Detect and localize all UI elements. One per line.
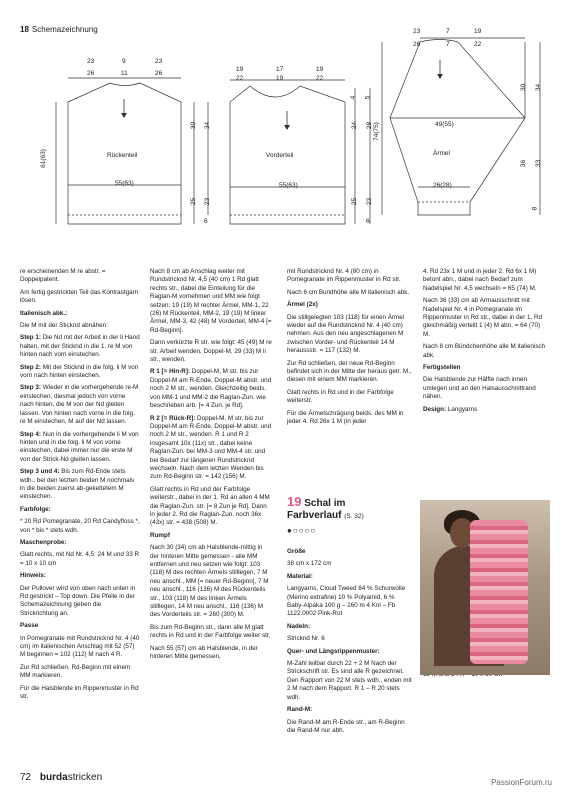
paragraph-text: Nach 8 cm Bündchenhöhe alle M italienisch abk. — [423, 343, 546, 359]
rueckenteil-label: Rückenteil — [107, 152, 138, 159]
a-top1a: 23 — [413, 28, 421, 35]
col3b-paragraph — [287, 648, 412, 656]
col3b-paragraph — [287, 660, 412, 702]
a-right3: 33 — [535, 159, 543, 168]
v-right2: 24 — [351, 121, 359, 130]
col3b-paragraph — [287, 623, 412, 631]
paragraph-text: Glatt rechts in Rd und in der Farbfolge weiterstr. — [287, 388, 394, 405]
paragraph-heading: Quer- und Längsrippenmuster: — [287, 647, 380, 655]
vorderteil-label: Vorderteil — [266, 152, 294, 159]
r-width: 55(63) — [115, 180, 134, 187]
paragraph-text: Die M mit der Sticknd abnähen: — [20, 322, 108, 330]
paragraph-text: Für die Halsblende im Rippenmuster in Rd str. — [20, 684, 139, 701]
paragraph-text: Nach 6 cm Bundhöhe alle M italienisch abk. — [287, 288, 410, 296]
paragraph-text: Stricknd Nr. 6 — [287, 635, 325, 643]
paragraph-text: Mit der Sticknd in die folg. li M von vorn nach hinten einstechen. — [20, 363, 139, 380]
v-top2c: 22 — [316, 75, 324, 82]
paragraph-text: M-Zahl teilbar durch 22 + 2 M Nach der Strickschrift str. Es sind alle R gezeichnet. Den Rapport von 22 M stets wdh., enden mit 2 M nach dem Rapport. R 1 – R 20 stets wdh. — [287, 660, 412, 701]
col3b-paragraph — [287, 719, 412, 736]
r-top1b: 9 — [122, 58, 126, 65]
col3b-paragraph — [287, 573, 412, 581]
paragraph-text: Bis zum Rd-Beginn str., dann alle M glatt rechts in Rd und in der Farbfolge weiter str. — [150, 623, 271, 640]
scarf-photo — [420, 500, 550, 675]
paragraph-text: Langyarns — [446, 405, 478, 413]
paragraph-text: Dann verkürzte R str. wie folgt: 45 (49) M re str. Arbeit wenden, Doppel-M, 29 (33) M li str., wenden. — [150, 339, 272, 364]
col2-paragraph — [150, 415, 272, 482]
v-top1c: 19 — [316, 66, 324, 73]
col1-paragraph — [20, 468, 140, 502]
watermark: PassionForum.ru — [491, 778, 552, 787]
v-top2b: 19 — [276, 75, 284, 82]
paragraph-text: mit Rundstricknd Nr. 4 (80 cm) in Pomegranate im Rippenmuster in Rd str. — [287, 268, 401, 284]
col3-paragraph — [287, 410, 412, 427]
r-top1c: 23 — [155, 58, 163, 65]
paragraph-heading: Farbfolge: — [20, 505, 51, 513]
col1-paragraph — [20, 539, 140, 547]
paragraph-heading: R 1 [= Hin-R]: — [150, 368, 191, 376]
footer — [20, 772, 102, 783]
text-column-2 — [150, 268, 272, 665]
v-right0: 4 — [349, 95, 357, 100]
col4-paragraph — [423, 406, 548, 414]
r-right4: 6 — [204, 218, 208, 225]
col1-paragraph — [20, 384, 140, 426]
col1-paragraph — [20, 551, 140, 568]
r-right2: 25 — [190, 197, 198, 206]
a-top2a: 26 — [413, 41, 421, 48]
a-right1: 34 — [535, 83, 543, 92]
r-top2b: 11 — [121, 70, 128, 77]
paragraph-text: Doppel-M, M str. bis zur Doppel-M am R-Ende, Doppel-M abstr. und noch 2 M str., wenden. Gleichzeitig beids. von MM-1 und MM-2 die Raglan-Zun. wie beschrieben arb. [= 4 Zun. je Rd]. — [150, 368, 272, 410]
col3-paragraph — [287, 289, 412, 297]
v-right3: 28 — [366, 121, 374, 130]
page-number: 72 — [20, 772, 32, 783]
paragraph-heading: Passe — [20, 622, 39, 630]
col1-paragraph — [20, 685, 140, 702]
paragraph-heading: Rand-M: — [287, 706, 313, 714]
r-top2c: 26 — [155, 70, 163, 77]
col1-paragraph — [20, 334, 140, 359]
brand-rest: stricken — [67, 772, 103, 783]
paragraph-text: Die Nd mit der Arbeit in der li Hand halten, mit der Sticknd in die 1. re M von hinten nach vorn einstechen. — [20, 334, 140, 359]
col3-paragraph — [287, 314, 412, 356]
col3-paragraph — [287, 389, 412, 406]
col1-paragraph — [20, 622, 140, 630]
v-top1a: 19 — [236, 66, 244, 73]
paragraph-heading: Fertigstellen — [423, 364, 461, 372]
paragraph-text: Am fertig gestrickten Teil das Kontrastgarn lösen. — [20, 288, 139, 305]
paragraph-text: Langyarns, Cloud Tweed 84 % Schurwolle (Merino extrafine) 10 % Polyamid, 6 % Baby-Alpaka 100 g – 260 m 4 Knl – Fb 1122.0002 Pink-Rot — [287, 585, 406, 618]
col3b-paragraph — [287, 706, 412, 714]
col2-paragraph — [150, 339, 272, 364]
r-top1a: 23 — [87, 58, 95, 65]
section-title-line2: Farbverlauf — [287, 510, 342, 521]
paragraph-text: Die Halsblende zur Hälfte nach innen umlegen und an den Halsausschnittrand nähen. — [423, 376, 536, 401]
text-column-4 — [423, 268, 548, 418]
col4-paragraph — [423, 376, 548, 401]
col1-paragraph — [20, 518, 140, 535]
paragraph-heading: Italienisch abk.: — [20, 309, 68, 317]
col2-paragraph — [150, 532, 272, 540]
a-right2: 36 — [520, 159, 528, 168]
a-side: 74(75) — [372, 122, 380, 141]
a-upper: 49(55) — [435, 121, 454, 128]
paragraph-text: Nach 8 cm ab Anschlag weiter mit Rundstricknd Nr. 4,5 (40 cm) 1 Rd glatt rechts str., dabei die Einteilung für die Raglan-M vornehmen und MM wie folgt setzen: 19 (19) M rechter Ärmel, MM-1, 22 (26) M Rückenteil, MM-2, 19 (19) M linker Ärmel, MM-3, 42 (48) M Vorderteil, MM-4 [= Rd-Beginn]. — [150, 268, 272, 334]
col3-paragraph — [287, 301, 412, 309]
paragraph-text: Nach 55 (57) cm ab Halsblende, in der hinteren Mitte gemessen, — [150, 644, 258, 661]
paragraph-text: In Pomegranate mit Rundstricknd Nr. 4 (40 cm) im italienischen Anschlag mit 52 (57) M beginnen = 102 (112) M nach 4 R. — [20, 634, 140, 659]
paragraph-heading: Step 1: — [20, 334, 41, 342]
paragraph-text: re erscheinenden M re abstr. = Doppelpatent. — [20, 268, 106, 284]
paragraph-heading: Step 2: — [20, 363, 41, 371]
r-right3: 23 — [204, 197, 212, 206]
paragraph-heading: R 2 [= Rück-R]: — [150, 414, 196, 422]
col2-paragraph — [150, 368, 272, 410]
v-width: 55(63) — [279, 182, 298, 189]
paragraph-text: Nach 36 (33) cm ab Armausschnitt mit Nadelspiel Nr. 4 in Pomegranate im Rippenmuster in Rd str., dabei in der 1. Rd gleichmäßig verteilt 1 (4) M abn. = 64 (70) M. — [423, 297, 543, 338]
a-top2c: 22 — [474, 41, 482, 48]
col2-paragraph — [150, 544, 272, 620]
aermel-label: Ärmel — [433, 150, 450, 157]
col1-paragraph — [20, 506, 140, 514]
col1-paragraph — [20, 322, 140, 330]
paragraph-text: * 20 Rd Pomegranate, 20 Rd Candyfloss *, von * bis * stets wdh. — [20, 518, 140, 534]
a-lower: 26(28) — [433, 182, 452, 189]
r-top2a: 26 — [87, 70, 95, 77]
a-right0: 30 — [520, 83, 528, 92]
paragraph-heading: Step 3: — [20, 384, 41, 392]
col4-paragraph — [423, 297, 548, 339]
paragraph-heading: Ärmel (2x) — [287, 301, 318, 309]
paragraph-text: 38 cm x 172 cm — [287, 560, 332, 568]
col1-paragraph — [20, 289, 140, 306]
v-top1b: 17 — [276, 66, 284, 73]
col3b-paragraph — [287, 635, 412, 643]
paragraph-text: 4. Rd 23x 1 M und in jeder 2. Rd 6x 1 M) betont abn., dabei nach Bedarf zum Nadelspiel Nr. 4,5 wechseln = 65 (74) M. — [423, 268, 537, 292]
paragraph-text: Nun in die vorhergehende li M von hinten und in die folg. li M von vorne einstechen, dabei immer nur die erste M von der Strick-Nd gleiten lassen. — [20, 430, 139, 463]
col3b-paragraph — [287, 548, 412, 556]
col3-paragraph — [287, 360, 412, 385]
col1-paragraph — [20, 268, 140, 285]
a-top1c: 19 — [474, 28, 482, 35]
a-top2b: 7 — [446, 41, 450, 48]
r-right0: 30 — [190, 121, 198, 130]
col2-paragraph — [150, 645, 272, 662]
paragraph-heading: Hinweis: — [20, 572, 46, 580]
section-19-title — [287, 496, 364, 523]
col3b-paragraph — [287, 560, 412, 568]
text-column-3 — [287, 268, 412, 431]
paragraph-text: Zur Rd schließen. Rd-Beginn mit einem MM markieren. — [20, 663, 131, 680]
scarf — [470, 520, 528, 664]
col1-paragraph — [20, 664, 140, 681]
col1-paragraph — [20, 635, 140, 660]
text-column-3-scarf — [287, 548, 412, 739]
v-right4: 25 — [351, 197, 359, 206]
text-column-1 — [20, 268, 140, 705]
paragraph-heading: Design: — [423, 405, 447, 413]
v-top2a: 22 — [236, 75, 244, 82]
paragraph-heading: Größe — [287, 548, 306, 555]
schema-labels — [0, 0, 566, 260]
col1-paragraph — [20, 585, 140, 619]
schema-title-text: Schemazeichnung — [31, 25, 98, 34]
r-right1: 34 — [204, 121, 212, 130]
paragraph-text: Nach 30 (34) cm ab Halsblende-mittig in der hinteren Mitte gemessen - alle MM entfernen und neu setzen wie folgt: 103 (118) M des rechten Ärmels stilllegen, 7 M neu anschl., MM [= neuer Rd-Beginn], 7 M neu anschl., 116 (136) M des Rückenteils str., 103 (118) M des linken Ärmels stilllegen, 14 M neu anschl., 116 (136) M des Vorderteils str. = 260 (300) M. — [150, 544, 269, 619]
paragraph-text: Wieder in die vorhergehende re-M einstechen, diesmal jedoch von vorne nach hinten, die M von der Nd gleiten lassen. Von hinten nach vorne in die folg. re M einstechen, M auf der Nd lassen. — [20, 384, 139, 426]
v-right5: 23 — [366, 197, 374, 206]
a-top1b: 7 — [446, 28, 450, 35]
brand-bold: burda — [39, 772, 68, 783]
col3-paragraph — [287, 268, 412, 285]
paragraph-text: Doppel-M, M str. bis zur Doppel-M am R-Ende, Doppel-M abstr. und noch 2 M str., wenden. R 1 und R 2 insgesamt 10x (11x) str., dabei keine Raglan-Zun. bei MM-3 und MM-4 str. und bei Bedarf zur längeren Rundstricknd wechseln. Nach dem letzten Wenden bis zum Rd-Beginn str. = 142 (156) M. — [150, 414, 272, 481]
col1-paragraph — [20, 310, 140, 318]
section-number: 19 — [287, 494, 302, 509]
paragraph-heading: Material: — [287, 572, 313, 580]
paragraph-text: Bis zum Rd-Ende stets wdh., bei den letzten beiden M nochmals in die beiden zuerst ab-gekettetem M einstechen. — [20, 468, 135, 501]
paragraph-text: Der Pullover wird von oben nach unten in Rd gestrickt – Top down. Die Pfeile in der Schemazeichnung geben die Strickrichtung an. — [20, 584, 136, 617]
paragraph-heading: Rumpf — [150, 531, 170, 539]
col4-paragraph — [423, 268, 548, 293]
paragraph-text: Zur Rd schließen, der neue Rd-Beginn befindet sich in der Mitte der heraus getr. M., diesen mit einem MM markieren. — [287, 359, 412, 384]
difficulty-rating: ●○○○○ — [287, 526, 317, 535]
col1-paragraph — [20, 572, 140, 580]
a-right4: 8 — [531, 206, 539, 211]
col4-paragraph — [423, 364, 548, 372]
paragraph-text: Glatt rechts in Rd und der Farbfolge weiterstr., dabei in der 1. Rd an allen 4 MM die Raglan-Zun. str. [= 8 Zun je Rd]. Dann in jeder 2. Rd die Raglan-Zun. noch 36x (43x) str. = 438 (508) M. — [150, 485, 270, 527]
paragraph-heading: Maschenprobe: — [20, 538, 67, 546]
schema-number: 18 — [20, 25, 29, 34]
col1-paragraph — [20, 431, 140, 465]
section-ref: (S. 32) — [344, 513, 364, 520]
paragraph-heading: Nadeln: — [287, 622, 311, 630]
v-right1: 5 — [364, 95, 372, 100]
brand — [40, 772, 102, 783]
col4-paragraph — [423, 343, 548, 360]
paragraph-heading: Step 4: — [20, 430, 41, 438]
paragraph-heading: Step 3 und 4: — [20, 468, 60, 476]
paragraph-text: Die stillgelegten 103 (118) für einen Ärmel wieder auf die Rundstricknd Nr. 4 (40 cm) nehmen. Aus den neu angeschlagenen M zwischen Vorder- und Rückenteil 14 M heraussstr. = 117 (132) M. — [287, 313, 405, 355]
col3b-paragraph — [287, 585, 412, 619]
col2-paragraph — [150, 486, 272, 528]
col2-paragraph — [150, 268, 272, 335]
r-side: 61(63) — [39, 149, 47, 168]
col2-paragraph — [150, 624, 272, 641]
v-right6: 6 — [366, 218, 370, 225]
section-title-line1: Schal im — [304, 498, 346, 509]
col1-paragraph — [20, 364, 140, 381]
paragraph-text: Für die Ärmelschrägung beids. des MM in jeder 4. Rd 26x 1 M (in jeder — [287, 409, 404, 426]
paragraph-text: Die Rand-M am R-Ende str., am R-Beginn die Rand-M nur abh. — [287, 718, 405, 734]
paragraph-text: Glatt rechts, mit Nd Nr. 4,5: 24 M und 33 R = 10 x 10 cm — [20, 551, 139, 567]
